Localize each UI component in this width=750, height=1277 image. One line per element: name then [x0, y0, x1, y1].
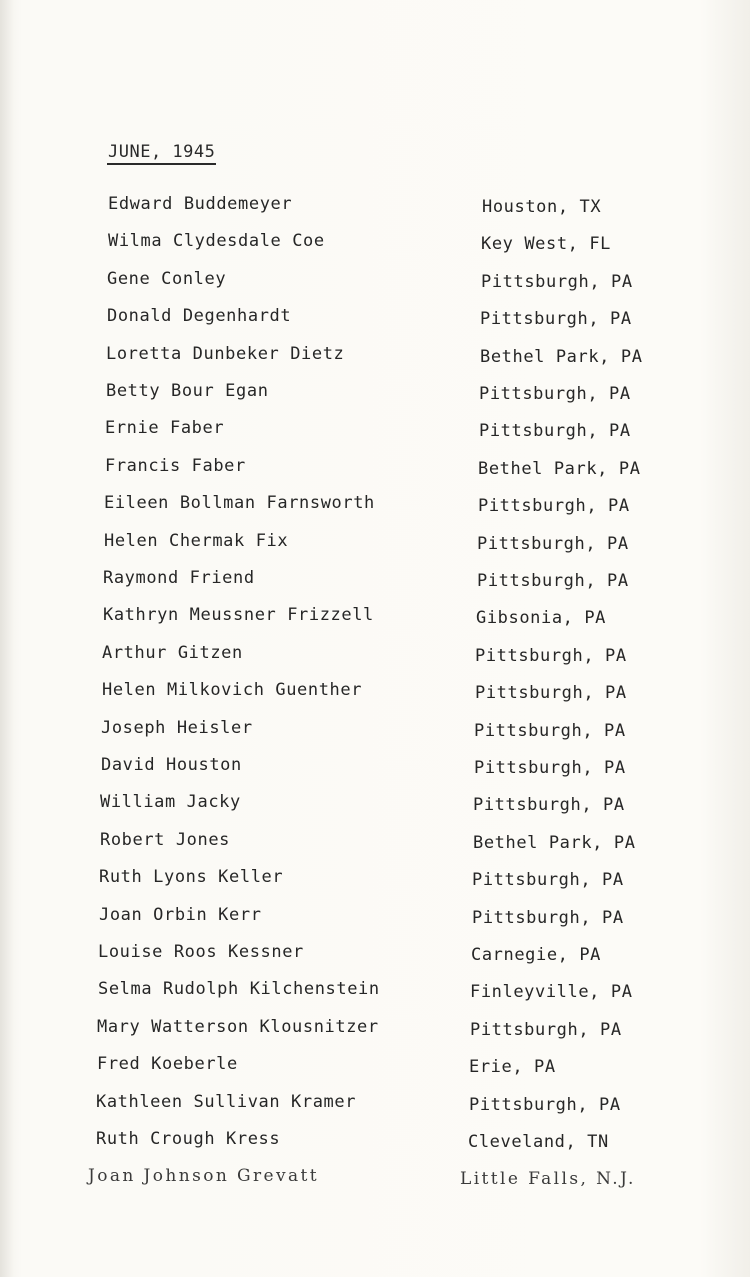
person-city: Pittsburgh, PA — [472, 870, 624, 891]
person-name: Gene Conley — [107, 268, 227, 289]
person-name: David Houston — [101, 755, 242, 775]
person-city: Pittsburgh, PA — [479, 384, 631, 404]
person-name: Robert Jones — [100, 829, 231, 850]
person-city: Pittsburgh, PA — [474, 758, 626, 778]
person-city: Houston, TX — [482, 197, 602, 217]
person-name: Wilma Clydesdale Coe — [108, 231, 325, 252]
person-name: Helen Chermak Fix — [104, 530, 289, 551]
person-city: Pittsburgh, PA — [477, 533, 629, 554]
person-name: Francis Faber — [105, 455, 246, 476]
person-name: Eileen Bollman Farnsworth — [104, 493, 375, 514]
person-name: Mary Watterson Klousnitzer — [97, 1016, 379, 1037]
person-city: Carnegie, PA — [471, 945, 602, 965]
person-city: Finleyville, PA — [470, 982, 633, 1003]
person-city: Pittsburgh, PA — [475, 645, 627, 666]
person-city: Bethel Park, PA — [473, 832, 636, 853]
person-city: Pittsburgh, PA — [470, 1019, 622, 1040]
person-name: Betty Bour Egan — [106, 381, 269, 401]
person-city: Pittsburgh, PA — [479, 421, 631, 442]
person-city: Pittsburgh, PA — [477, 571, 629, 591]
person-name: Selma Rudolph Kilchenstein — [98, 979, 380, 1000]
person-name: Ernie Faber — [105, 418, 225, 439]
person-city: Key West, FL — [481, 234, 612, 255]
person-name: Kathleen Sullivan Kramer — [96, 1091, 357, 1112]
person-name: Kathryn Meussner Frizzell — [103, 605, 374, 626]
person-name: Arthur Gitzen — [102, 642, 243, 663]
person-name: Ruth Lyons Keller — [99, 867, 284, 888]
person-city: Pittsburgh, PA — [481, 271, 633, 292]
person-city: Cleveland, TN — [468, 1132, 609, 1152]
person-city: Pittsburgh, PA — [480, 309, 632, 330]
person-city: Pittsburgh, PA — [478, 496, 630, 517]
section-heading: JUNE, 1945 — [108, 142, 216, 162]
person-name: Fred Koeberle — [97, 1054, 238, 1075]
person-name: Joan Orbin Kerr — [99, 904, 262, 925]
person-city: Little Falls, N.J. — [460, 1169, 636, 1190]
page-fold-shadow — [0, 0, 14, 1277]
person-name: Edward Buddemeyer — [108, 194, 293, 214]
person-city: Pittsburgh, PA — [475, 683, 627, 704]
person-name: Louise Roos Kessner — [98, 942, 304, 962]
person-city: Pittsburgh, PA — [474, 720, 626, 741]
person-name: Donald Degenhardt — [107, 306, 292, 327]
person-name: Helen Milkovich Guenther — [102, 680, 363, 701]
person-name: Raymond Friend — [103, 568, 255, 588]
person-city: Pittsburgh, PA — [472, 907, 624, 928]
person-name: Joan Johnson Grevatt — [88, 1166, 319, 1187]
person-name: Joseph Heisler — [101, 717, 253, 738]
person-city: Bethel Park, PA — [478, 458, 641, 479]
person-city: Erie, PA — [469, 1057, 556, 1078]
person-name: Ruth Crough Kress — [96, 1129, 281, 1149]
person-city: Pittsburgh, PA — [473, 795, 625, 816]
person-name: William Jacky — [100, 792, 241, 813]
person-city: Gibsonia, PA — [476, 608, 607, 629]
person-name: Loretta Dunbeker Dietz — [106, 343, 345, 364]
person-city: Bethel Park, PA — [480, 346, 643, 367]
person-city: Pittsburgh, PA — [469, 1094, 621, 1115]
